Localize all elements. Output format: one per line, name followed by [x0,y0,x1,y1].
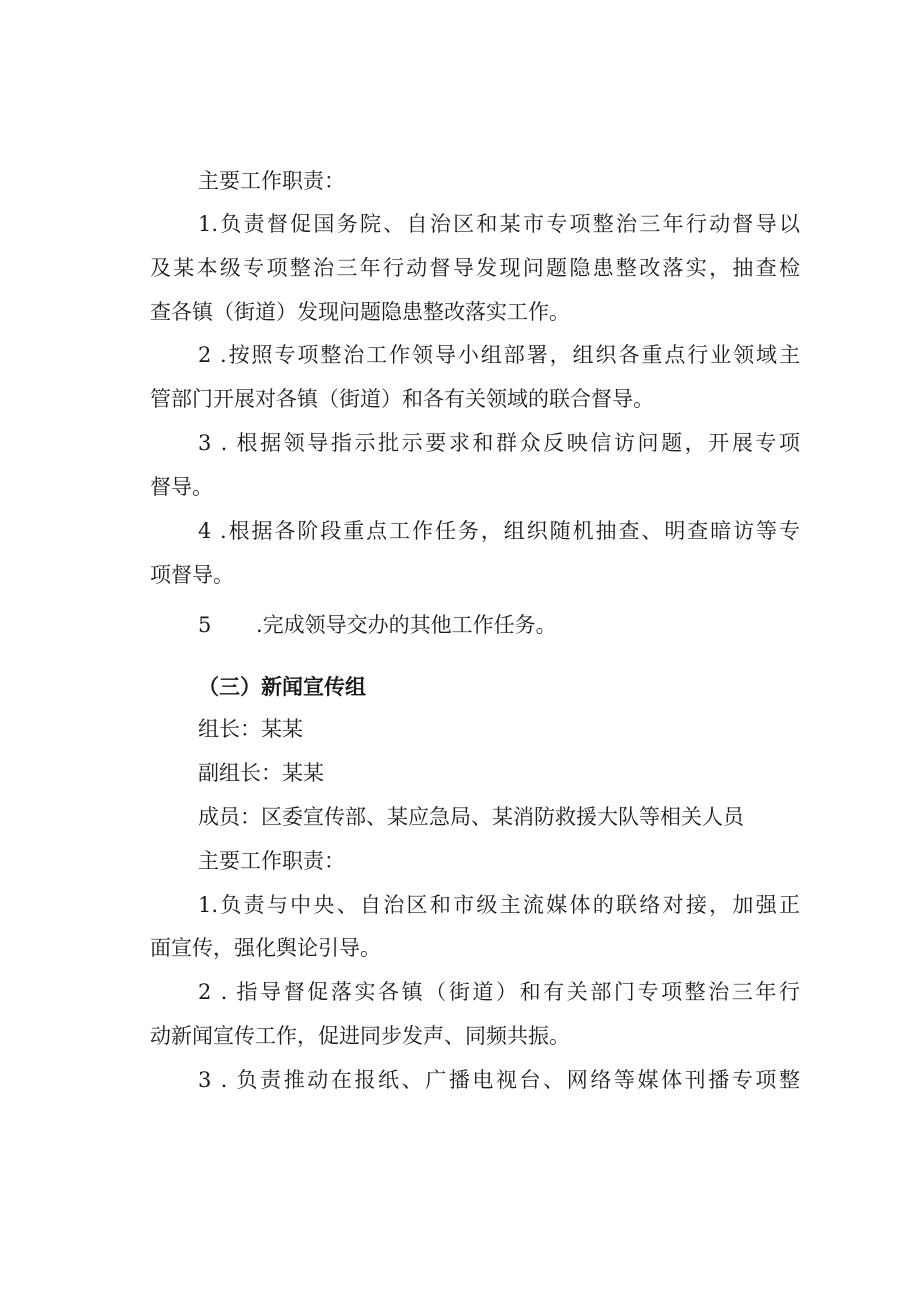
news-item-1-line-1: 1.负责与中央、自治区和市级主流媒体的联络对接，加强正 [198,893,800,917]
section-heading: （三）新闻宣传组 [198,674,366,699]
duty-item-4-line-2: 项督导。 [150,563,234,587]
news-item-1-line-2: 面宣传，强化舆论引导。 [150,936,381,960]
duties-label: 主要工作职责： [198,849,345,873]
news-item-2-line-2: 动新闻宣传工作，促进同步发声、同频共振。 [150,1024,570,1048]
news-item-2-line-1: 2 . 指导督促落实各镇（街道）和有关部门专项整治三年行 [198,980,800,1004]
news-item-3-line-1: 3 . 负责推动在报纸、广播电视台、网络等媒体刊播专项整 [198,1068,800,1092]
duty-item-2-line-2: 管部门开展对各镇（街道）和各有关领域的联合督导。 [150,387,654,411]
duty-item-5-number: 5 [198,613,212,637]
duty-item-3-line-1: 3 . 根据领导指示批示要求和群众反映信访问题，开展专项 [198,431,800,455]
leader-line: 组长：某某 [198,717,303,741]
duty-item-3-line-2: 督导。 [150,475,213,499]
members-line: 成员：区委宣传部、某应急局、某消防救援大队等相关人员 [198,805,744,829]
duty-item-2-line-1: 2 .按照专项整治工作领导小组部署，组织各重点行业领域主 [198,343,800,367]
duty-item-4-line-1: 4 .根据各阶段重点工作任务，组织随机抽查、明查暗访等专 [198,519,800,543]
duty-item-5-text: .完成领导交办的其他工作任务。 [256,613,557,637]
duties-label: 主要工作职责： [198,169,345,193]
deputy-leader-line: 副组长：某某 [198,761,324,785]
duty-item-1-line-1: 1.负责督促国务院、自治区和某市专项整治三年行动督导以 [198,212,800,236]
duty-item-1-line-3: 查各镇（街道）发现问题隐患整改落实工作。 [150,300,570,324]
duty-item-1-line-2: 及某本级专项整治三年行动督导发现问题隐患整改落实，抽查检 [150,256,800,280]
